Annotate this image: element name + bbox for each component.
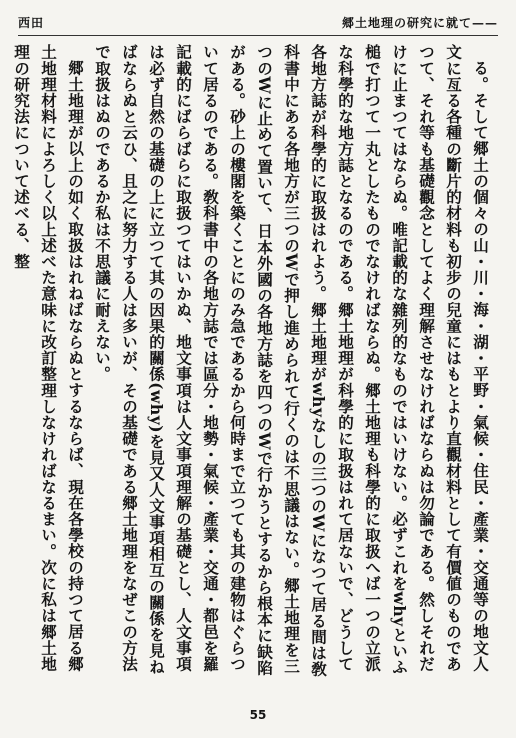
header-title: 郷土地理の研究に就て—— bbox=[341, 16, 498, 30]
header-author: 西田 bbox=[18, 16, 45, 30]
body-text bbox=[12, 44, 494, 684]
paragraph: 郷土地理が以上の如く取扱はれねばならぬとするならば、現在各學校の持つて居る郷土地理材料によろしく以上述べた意味に改訂整理しなければなるまい。次に私は郷土地理の研究法について述べる、整 bbox=[12, 44, 85, 672]
page-number: 55 bbox=[249, 708, 267, 722]
paragraph: る。そして郷土の個々の山・川・海・湖・平野・氣候・住民・產業・交通等の地文人文に亙る各種の斷片的材料も初步の兒童にはもとより直觀材料として有價値のものであつて、それ等も基礎觀念としてよく理解させなければならぬは勿論である。然しそれだけに止まつてはならぬ。唯記載的な雜列的なものではいけない。必ずこれをwhyといふ槌で打つて一丸としたものでなければならぬ。郷土地理も科學的に取扱へば一つの立派な科學的な地方誌となるのである。郷土地理が科學的に取扱はれて居ないで、どうして各地方誌が科學的に取扱はれよう。郷土地理がwhyなしの三つのWになつて居る間は敎科書中にある各地方が三つのWで押し進められて行くのは不思議はない。郷土地理を三つのWに止めて置いて、日本外國の各地方誌を四つのWで行かうとするから根本に缺陷がある。砂上の樓閣を築くことにのみ急であるから何時まで立つても其の建物はぐらついて居るのである。敎科書中の各地方誌では區分・地勢・氣候・產業・交通・都邑を羅記載的にばらばらに取扱つてはいかぬ、地文事項は人文事項理解の基礎とし、人文事項は必ず自然の基礎の上に立つて其の因果的關係(why)を見又人文事項相互の關係を見ねばならぬと云ひ、且之に努力する人は多いが、その基礎である郷土地理をなぜこの方法で取扱はぬのであるか私は不思議に耐えない。 bbox=[93, 44, 490, 677]
running-head bbox=[18, 14, 498, 36]
